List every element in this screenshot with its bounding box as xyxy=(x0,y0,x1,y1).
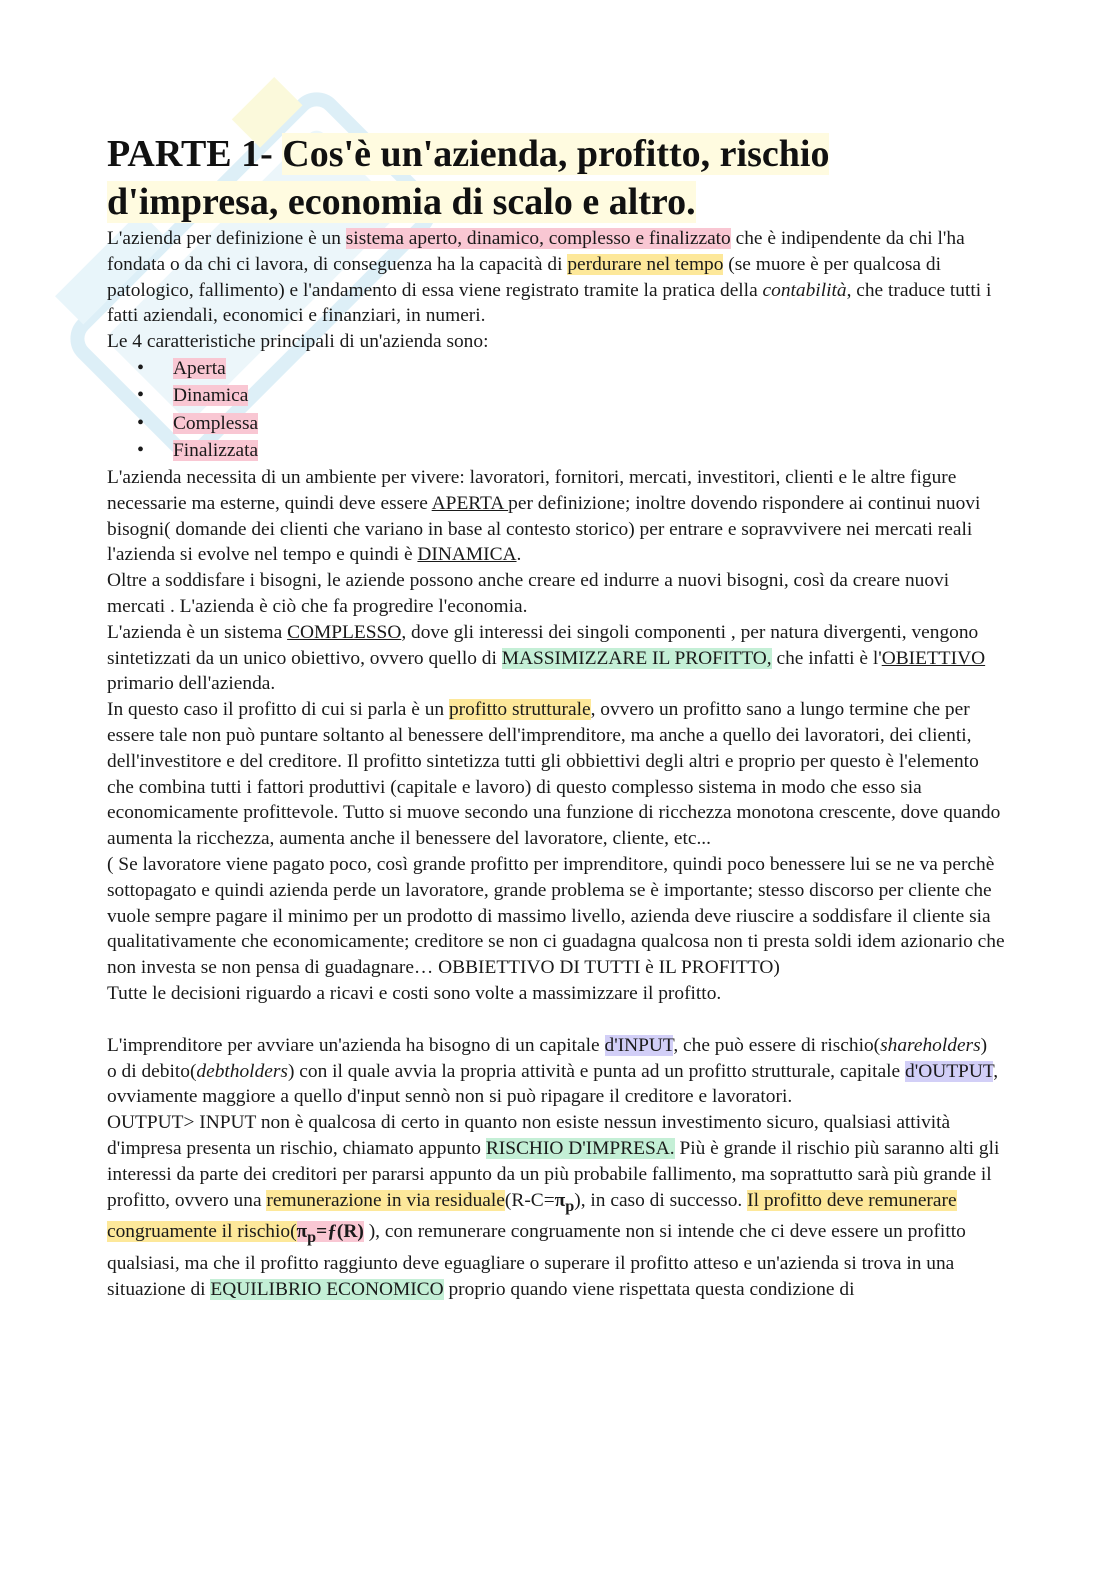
underline-complesso: COMPLESSO xyxy=(287,621,402,643)
spacer xyxy=(107,1007,1007,1033)
highlight-system: sistema aperto, dinamico, complesso e finalizzato xyxy=(345,228,731,249)
underline-obiettivo: OBIETTIVO xyxy=(881,647,986,669)
title-rest: Cos'è un'azienda, profitto, rischio d'impresa, economia di scalo e altro. xyxy=(107,133,830,223)
paragraph-definition: L'azienda per definizione è un sistema aperto, dinamico, complesso e finalizzato che è indipendente da chi l'ha fondata o da chi ci lavora, di conseguenza ha la capacità di perdurare nel tempo (se muore è per qualcosa di patologico, fallimento) e l'andamento di essa viene registrato tramite la pratica della contabilità, che traduce tutti i fatti aziendali, economici e finanziari, in numeri. xyxy=(107,228,992,327)
title-part: PARTE 1- xyxy=(107,133,273,175)
highlight-equilibrio: EQUILIBRIO ECONOMICO xyxy=(210,1278,444,1300)
document-page xyxy=(107,130,1007,1302)
highlight-massimizzare: MASSIMIZZARE IL PROFITTO, xyxy=(501,647,772,669)
features-list xyxy=(107,355,1007,465)
highlight-rischio: RISCHIO D'IMPRESA. xyxy=(485,1137,675,1159)
underline-aperta: APERTA xyxy=(431,492,509,514)
paragraph-aperta-dinamica: L'azienda necessita di un ambiente per vivere: lavoratori, fornitori, mercati, investitori, clienti e le altre figure necessarie ma esterne, quindi deve essere APERTA per definizione; inoltre dovendo rispondere ai continui nuovi bisogni( domande dei clienti che variano in base al contesto storico) per entrare e sopravvivere nei mercati reali l'azienda si evolve nel tempo e quindi è DINAMICA. xyxy=(107,466,981,566)
highlight-profitto-strutturale: profitto strutturale xyxy=(448,699,591,721)
highlight-perdurare: perdurare nel tempo xyxy=(567,253,724,275)
list-item: • Aperta xyxy=(173,355,1007,383)
paragraph-characteristics-intro: Le 4 caratteristiche principali di un'azienda sono: xyxy=(107,331,489,353)
highlight-remunerazione: remunerazione in via residuale xyxy=(266,1189,505,1211)
list-item: • Complessa xyxy=(173,410,1007,438)
paragraph-profitto-strutturale: In questo caso il profitto di cui si parla è un profitto strutturale, ovvero un profitto sano a lungo termine che per essere tale non può puntare soltanto al benessere dell'imprenditore, ma anche a quello dei lavoratori, dei clienti, dell'investitore e del creditore. Il profitto sintetizza tutti gli obbiettivi degli altri e proprio per questo è l'elemento che combina tutti i fattori produttivi (capitale e lavoro) di questo complesso sistema in modo che esso sia economicamente profittevole. Tutto si muove secondo una funzione di ricchezza monotona crescente, dove quando aumenta la ricchezza, aumenta anche il benessere del lavoratore, cliente, etc... xyxy=(107,699,1001,850)
paragraph-output: o di debito(debtholders) con il quale avvia la propria attività e punta ad un profitto strutturale, capitale d'OUTPUT, ovviamente maggiore a quello d'input sennò non si può ripagare il creditore e lavoratori. xyxy=(107,1060,999,1108)
paragraph-input: L'imprenditore per avviare un'azienda ha bisogno di un capitale d'INPUT, che può essere di rischio(shareholders) xyxy=(107,1034,988,1056)
paragraph-bisogni: Oltre a soddisfare i bisogni, le aziende possono anche creare ed indurre a nuovi bisogni, così da creare nuovi mercati . L'azienda è ciò che fa progredire l'economia. xyxy=(107,570,950,617)
page-title xyxy=(107,130,1007,226)
highlight-input: d'INPUT xyxy=(604,1034,674,1056)
highlight-output: d'OUTPUT xyxy=(905,1060,994,1082)
list-item: • Dinamica xyxy=(173,382,1007,410)
list-item: • Finalizzata xyxy=(173,437,1007,465)
underline-dinamica: DINAMICA xyxy=(417,544,517,566)
paragraph-example: ( Se lavoratore viene pagato poco, così grande profitto per imprenditore, quindi poco benessere lui se ne va perchè sottopagato e quindi azienda perde un lavoratore, grande problema se è importante; stesso discorso per cliente che vuole sempre pagare il minimo per un prodotto di massimo livello, azienda deve riuscire a soddisfare il cliente sia qualitativamente che economicamente; creditore se non ci guadagna qualcosa non ti presta soldi idem azionario che non investa se non pensa di guadagnare… OBBIETTIVO DI TUTTI è IL PROFITTO) xyxy=(107,853,1005,979)
formula-profit: $\pi_p=ƒ(R)$ xyxy=(296,1221,364,1247)
paragraph-complesso: L'azienda è un sistema COMPLESSO, dove gli interessi dei singoli componenti , per natura divergenti, vengono sintetizzati da un unico obiettivo, ovvero quello di MASSIMIZZARE IL PROFITTO, che infatti è l'OBIETTIVO primario dell'azienda. xyxy=(107,621,986,695)
paragraph-rischio: OUTPUT> INPUT non è qualcosa di certo in quanto non esiste nessun investimento sicuro, qualsiasi attività d'impresa presenta un rischio, chiamato appunto RISCHIO D'IMPRESA. Più è grande il rischio più saranno alti gli interessi da parte dei creditori per pararsi appunto da un più probabile fallimento, ma soprattutto sarà più grande il profitto, ovvero una remunerazione in via $residuale(R-C=\pi_p)$, in caso di successo. Il profitto deve remunerare congruamente il $rischio(\pi_p=ƒ(R)$ ), con remunerare congruamente non si intende che ci deve essere un profitto qualsiasi, ma che il profitto raggiunto deve eguagliare o superare il profitto atteso e un'azienda si trova in una situazione di EQUILIBRIO ECONOMICO proprio quando viene rispettata questa condizione di xyxy=(107,1112,1000,1300)
highlight-remunerare: Il profitto deve remunerare congruamente il rischio( xyxy=(107,1189,957,1243)
paragraph-decisions: Tutte le decisioni riguardo a ricavi e costi sono volte a massimizzare il profitto. xyxy=(107,982,722,1004)
